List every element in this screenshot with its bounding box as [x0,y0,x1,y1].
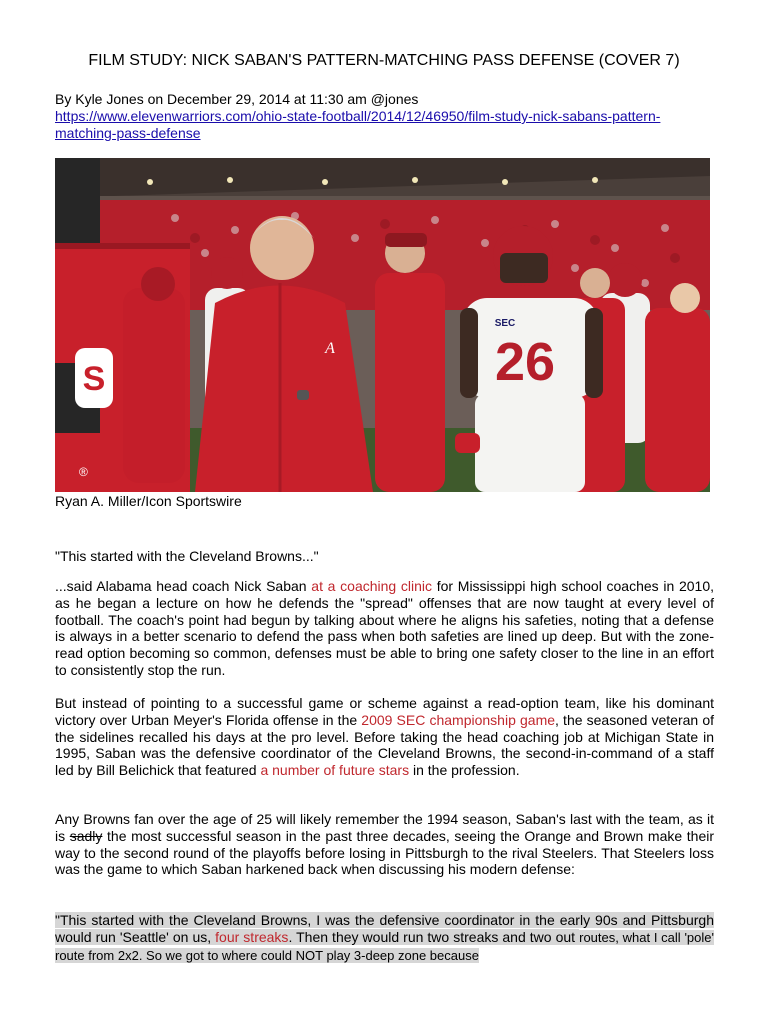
helmet-logo-text: A [325,340,335,357]
sec-championship-link[interactable]: 2009 SEC championship game [361,711,556,728]
article-url-link[interactable]: https://www.elevenwarriors.com/ohio-state-football/2014/12/46950/film-study-nick-sabans-pattern-matching-pass-defense [55,108,661,141]
sign-letter: S [82,360,106,398]
paragraph-2-text: in the profession. [409,762,520,779]
intro-quote: "This started with the Cleveland Browns..." [55,548,319,564]
paragraph-1-text: ...said Alabama head coach Nick Saban [55,578,312,594]
block-quote [55,912,714,964]
future-stars-link[interactable]: a number of future stars [260,762,410,779]
article-title: FILM STUDY: NICK SABAN'S PATTERN-MATCHING PASS DEFENSE (COVER 7) [88,52,680,69]
four-streaks-link[interactable]: four streaks [215,928,289,945]
block-quote-text: routes, what I call 'pole' route from 2x2. So we got to where could NOT play 3-deep zone because [55,929,714,963]
paragraph-2-text: But instead of pointing to a successful game or scheme against a read-option team, like his dominant victory over Urban Meyer's Florida offense in the [55,695,714,728]
byline: By Kyle Jones on December 29, 2014 at 11:30 am @jones [55,91,419,107]
paragraph-1-text: for Mississippi high school coaches in 2010, as he began a lecture on how he defends the "spread" offenses that are now taught at every level of football. The coach's point had begun by talking about where he aligns his safeties, noting that a defense is always in a better scenario to defend the pass when both safeties are lined up deep. But with the zone-read option becoming so common, defenses must be able to bring one safety closer to the line in an effort to consistently stop the run. [55,578,714,678]
sign-mark: ® [79,465,88,479]
photo-caption: Ryan A. Miller/Icon Sportswire [55,493,242,509]
struck-word: sadly [69,827,103,844]
block-quote-text: . Then they would run two streaks and two out [288,928,580,945]
paragraph-2 [55,695,714,779]
block-quote-text: "This started with the Cleveland Browns, I was the defensive coordinator in the early 90s and Pittsburgh would run 'Seattle' on us, [55,912,714,945]
jersey-number: 26 [494,332,556,392]
paragraph-1 [55,578,714,679]
article-photo [55,158,710,492]
paragraph-3-text: the most successful season in the past three decades, seeing the Orange and Brown make their way to the second round of the playoffs before losing in Pittsburgh to the rival Steelers. That Steelers loss was the game to which Saban harkened back when discussing his modern defense: [55,827,715,878]
paragraph-2-text: , the seasoned veteran of the sidelines recalled his days at the pro level. Before taking the head coaching job at Michigan State in 1995, Saban was the defensive coordinator of the Cleveland Browns, the second-in-command of a staff led by Bill Belichick that featured [55,711,715,779]
paragraph-3-text: Any Browns fan over the age of 25 will likely remember the 1994 season, Saban's last with the team, as it is [55,811,714,844]
jersey-patch: SEC [494,318,516,329]
paragraph-3 [55,811,714,878]
coaching-clinic-link[interactable]: at a coaching clinic [311,578,433,594]
